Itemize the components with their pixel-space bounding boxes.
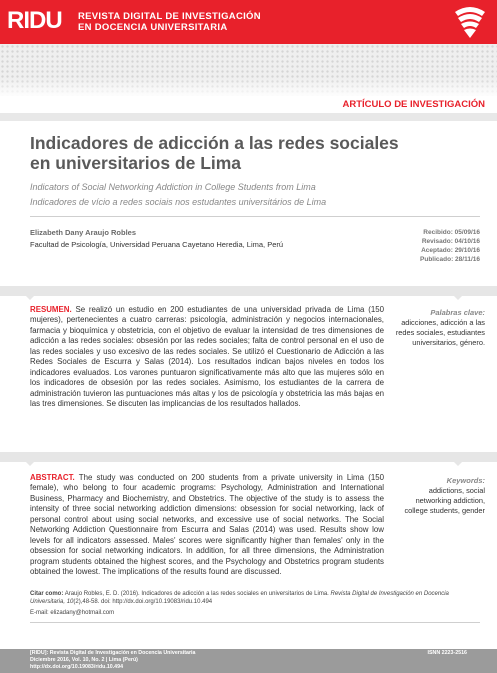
resumen-text: Se realizó un estudio en 200 estudiantes de una universidad privada de Lima (150 mujeres), pertenecientes a cuatro carreras: psicología, administración y negocios internacionales, farmacia y bioquímica y obstetricia, con el objetivo de evaluar la intensidad de tres dimensiones de adicción a las redes sociales: obsesión por las redes sociales; falta de control personal en el uso de las redes sociales y uso excesivo de las redes sociales. Se utilizó el Cuestionario de Adicción a las Redes Sociales de Escurra y Salas (2014). Los resultados indican bajos niveles en todos los indicadores evaluados. Los varones puntuaron significativamente más alto que las mujeres sólo en los indicadores de obsesión por las redes sociales. Asimismo, los estudiantes de la carrera de administración tuvieron las puntuaciones más altas y los de psicología y obstetricia las más bajas en las tres dimensiones. Se discuten las implicancias de los resultados hallados.	[30, 305, 384, 409]
author-email: E-mail: elizadany@hotmail.com	[30, 610, 115, 616]
footer-line1: [RIDU]: Revista Digital de Investigación en Docencia Universitaria	[30, 650, 196, 656]
section-divider	[0, 113, 497, 121]
citation-journal: Revista Digital de Investigación en Docencia Universitaria,	[30, 591, 449, 605]
date-accepted: Aceptado: 29/10/16	[421, 247, 480, 254]
journal-header	[0, 0, 497, 44]
palabras-clave-label: Palabras clave:	[430, 308, 485, 317]
university-emblem-icon	[451, 4, 489, 40]
journal-logo: RIDU	[7, 7, 62, 34]
footer-issn: ISNN 2223-2516	[427, 650, 467, 656]
abstract-lead: ABSTRACT.	[30, 473, 75, 482]
article-title-line2: en universitarios de Lima	[30, 153, 242, 173]
article-title	[30, 133, 470, 173]
resumen-notch-right	[452, 294, 464, 300]
citation-volume: 10	[66, 599, 74, 605]
palabras-clave-list: adicciones, adicción a las redes sociales, estudiantes universitarios, género.	[395, 318, 485, 347]
subtitle-english: Indicators of Social Networking Addiction in College Students from Lima	[30, 182, 316, 192]
abstract-paragraph	[30, 473, 384, 578]
citation-label: Citar como:	[30, 591, 64, 597]
resumen-band	[0, 286, 497, 296]
subtitle-portuguese: Indicadores de vício a redes sociais nos estudantes universitários de Lima	[30, 197, 327, 207]
citation	[30, 590, 480, 606]
footer-doi-link[interactable]: http://dx.doi.org/10.19083/ridu.10.494	[30, 664, 124, 670]
publication-dates	[380, 228, 480, 264]
decorative-fade	[0, 78, 497, 98]
author-affiliation: Facultad de Psicología, Universidad Peruana Cayetano Heredia, Lima, Perú	[30, 240, 284, 249]
citation-doi: (2),48-58. doi: http://dx.doi.org/10.19083/ridu.10.494	[73, 599, 213, 605]
citation-text: Araujo Robles, E. D. (2016). Indicadores de adicción a las redes sociales en universitarios de Lima.	[64, 591, 329, 597]
journal-name-line1: REVISTA DIGITAL DE INVESTIGACIÓN	[78, 11, 261, 22]
footer-journal-info	[30, 650, 195, 671]
keywords-label: Keywords:	[446, 476, 485, 485]
author-name: Elizabeth Dany Araujo Robles	[30, 228, 136, 237]
date-received: Recibido: 05/09/16	[423, 229, 480, 236]
article-title-line1: Indicadores de adicción a las redes sociales	[30, 133, 399, 153]
journal-name-line2: EN DOCENCIA UNIVERSITARIA	[78, 22, 228, 33]
resumen-paragraph	[30, 305, 384, 410]
article-type-label: ARTÍCULO DE INVESTIGACIÓN	[342, 99, 485, 110]
abstract-notch-right	[452, 460, 464, 466]
resumen-lead: RESUMEN.	[30, 305, 72, 314]
title-divider	[30, 216, 480, 217]
resumen-notch-left	[24, 294, 36, 300]
abstract-band	[0, 452, 497, 462]
abstract-text: The study was conducted on 200 students from a private university in Lima (150 female), who belong to four academic programs: Psychology, Administration and International Business, Pharmacy and Biochemistry, and Obstetrics. The objective of the study is to assess the intensity of three social networking addiction dimensions: obsession for social networking, lack of personal control about using social networks, and excessive use of social networks. The Social Networking Addiction Questionnaire from Escurra and Salas (2014) was used. Results show low levels for all indicators assessed. Males' scores were significantly higher than females' only in the obsession for social networking indicators. In addition, for all three dimensions, the Administration program students obtained the highest scores, and the Psychology and Obstetrics program students obtained the lowest. The implications of the results found are discussed.	[30, 473, 384, 577]
footer-divider	[30, 622, 480, 623]
keywords-list: addictions, social networking addiction, college students, gender	[404, 486, 485, 515]
abstract-notch-left	[24, 460, 36, 466]
footer-line2: Diciembre 2016, Vol. 10, No. 2 | Lima (Perú)	[30, 657, 138, 663]
date-revised: Revisado: 04/10/16	[421, 238, 480, 245]
date-published: Publicado: 28/11/16	[420, 256, 480, 263]
